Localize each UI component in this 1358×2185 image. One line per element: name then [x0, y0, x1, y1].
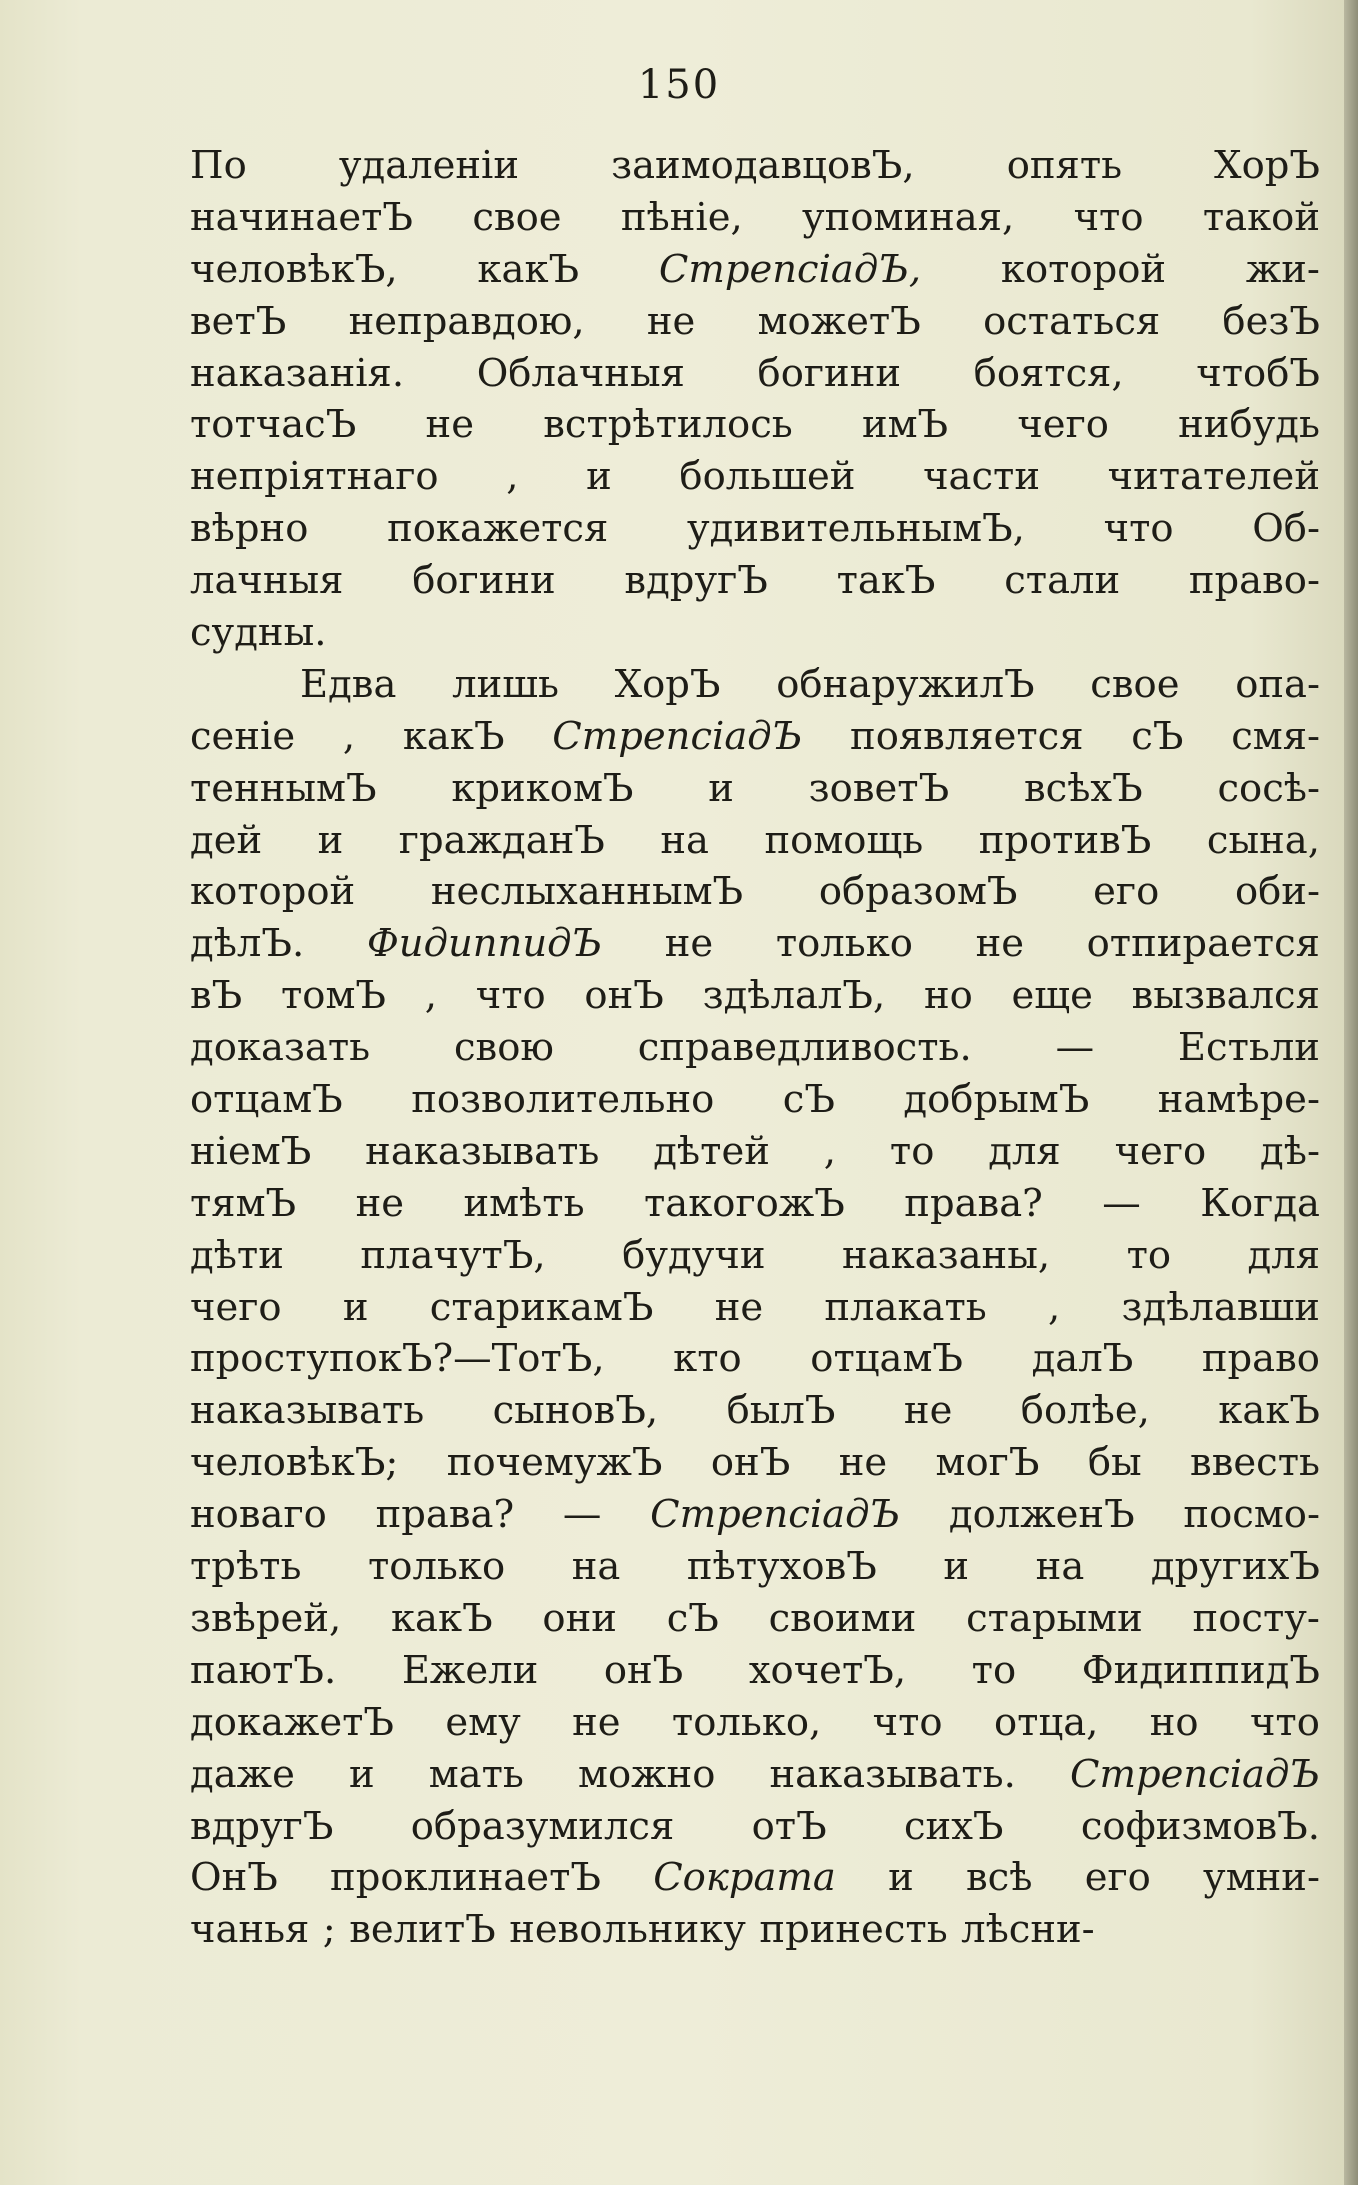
text-line — [190, 866, 1320, 918]
text-line — [190, 918, 1320, 970]
word: всѣ — [966, 1855, 1033, 1901]
word: богини — [757, 350, 902, 396]
word: По — [190, 143, 247, 188]
word: и — [708, 765, 734, 811]
word: не — [664, 921, 714, 967]
word: не — [838, 1440, 888, 1486]
word: его — [1084, 1855, 1151, 1901]
word: Едва — [300, 661, 397, 707]
word: новаго — [190, 1492, 327, 1538]
word: сихЪ — [903, 1803, 1004, 1849]
word: другихЪ — [1150, 1544, 1320, 1590]
word: трѣть — [190, 1544, 302, 1590]
text-line — [190, 1230, 1320, 1282]
word: жи- — [1245, 246, 1320, 292]
word: безЪ — [1222, 298, 1320, 344]
word: наказывать — [365, 1128, 600, 1174]
word: и — [943, 1544, 970, 1590]
word: невольнику — [509, 1907, 746, 1953]
word: права? — [375, 1492, 515, 1538]
word: имѣть — [463, 1180, 585, 1226]
word: отЪ — [751, 1803, 827, 1849]
word: чего — [1114, 1128, 1207, 1174]
text-line — [190, 1022, 1320, 1074]
word: добрымЪ — [903, 1077, 1090, 1123]
text-line — [190, 970, 1320, 1022]
word: начинаетЪ — [190, 194, 414, 240]
word: пѣніе, — [620, 194, 743, 240]
word: — — [1055, 1025, 1095, 1071]
word: чанья — [190, 1907, 310, 1953]
word: покажется — [387, 506, 609, 552]
word: свое — [472, 194, 562, 240]
word: что — [1073, 194, 1144, 240]
word: сосѣ- — [1217, 765, 1320, 811]
word: , — [342, 713, 356, 759]
word: упоминая, — [802, 194, 1015, 240]
word: бы — [1087, 1440, 1142, 1486]
word: СтрепсіадЪ, — [658, 246, 922, 292]
text-line — [190, 815, 1320, 867]
word: старыми — [966, 1595, 1143, 1641]
word: такой — [1202, 194, 1320, 240]
word: ФидиппидЪ — [366, 921, 603, 967]
word: они — [542, 1595, 617, 1641]
text-line — [190, 711, 1320, 763]
word: что — [1103, 506, 1174, 552]
text-line — [190, 607, 1320, 659]
word: вЪ — [190, 973, 243, 1019]
word: здѣлавши — [1121, 1284, 1320, 1330]
text-line — [190, 1749, 1320, 1801]
word: не — [646, 298, 696, 344]
word: удаленіи — [338, 143, 520, 188]
word: встрѣтилось — [543, 402, 793, 448]
word: не — [714, 1284, 764, 1330]
word: остаться — [983, 298, 1161, 344]
word: , — [424, 973, 437, 1019]
word: хочетЪ, — [748, 1647, 907, 1693]
word: вѣрно — [190, 506, 309, 552]
word: не — [355, 1180, 405, 1226]
word: софизмовЪ. — [1080, 1803, 1320, 1849]
text-line — [190, 555, 1320, 607]
word: Ежели — [401, 1647, 539, 1693]
word: части — [923, 454, 1040, 500]
word: дѣлЪ. — [190, 921, 305, 967]
word: лачныя — [190, 558, 344, 604]
word: умни- — [1203, 1855, 1320, 1901]
word: СтрепсіадЪ — [1069, 1751, 1320, 1797]
word: и — [586, 454, 612, 500]
word: отцамЪ — [810, 1336, 964, 1382]
word: мать — [428, 1751, 524, 1797]
word: посту- — [1192, 1595, 1320, 1641]
word: Облачныя — [476, 350, 685, 396]
word: ввесть — [1190, 1440, 1320, 1486]
word: удивительнымЪ, — [686, 506, 1025, 552]
word: обнаружилЪ — [776, 661, 1035, 707]
word: велитЪ — [349, 1907, 496, 1953]
word: можетЪ — [757, 298, 921, 344]
word: , — [823, 1128, 837, 1174]
text-line — [190, 1645, 1320, 1697]
word: наказывать. — [769, 1751, 1016, 1797]
word: посмо- — [1183, 1492, 1320, 1538]
word: то — [971, 1647, 1017, 1693]
word: отцамЪ — [190, 1077, 343, 1123]
word: не — [425, 402, 474, 448]
word: ему — [445, 1699, 521, 1745]
word: Об- — [1252, 506, 1320, 552]
word: не — [903, 1388, 953, 1434]
text-line — [190, 1801, 1320, 1853]
word: своими — [768, 1595, 917, 1641]
text-line — [190, 1852, 1320, 1904]
word: что — [1249, 1699, 1320, 1745]
word: принесть — [759, 1907, 948, 1953]
paragraph — [190, 140, 1320, 659]
word: ветЪ — [190, 298, 287, 344]
word: будучи — [622, 1232, 766, 1278]
word: судны. — [190, 610, 327, 656]
word: для — [988, 1128, 1061, 1174]
word: ХорЪ — [614, 661, 721, 707]
word: не — [572, 1699, 621, 1745]
word: такогожЪ — [643, 1180, 845, 1226]
word: на — [571, 1544, 621, 1590]
page-number: 150 — [637, 62, 721, 108]
word: право — [1201, 1336, 1320, 1382]
word: кто — [673, 1336, 742, 1382]
text-line — [190, 1126, 1320, 1178]
word: , — [506, 454, 519, 500]
word: чтобЪ — [1196, 350, 1320, 396]
word: только — [775, 921, 913, 967]
text-line — [190, 348, 1320, 400]
word: дѣ- — [1260, 1128, 1320, 1174]
word: теннымЪ — [190, 765, 377, 811]
word: сЪ — [1131, 713, 1184, 759]
word: могЪ — [935, 1440, 1040, 1486]
word: что — [475, 973, 546, 1019]
word: сына, — [1206, 817, 1320, 863]
word: онЪ — [584, 973, 664, 1019]
text-line — [190, 763, 1320, 815]
word: ФидиппидЪ — [1081, 1647, 1320, 1693]
word: долженЪ — [948, 1492, 1135, 1538]
body-text — [190, 140, 1320, 1956]
word: ХорЪ — [1214, 143, 1320, 188]
word: справедливость. — [637, 1025, 972, 1071]
word: свое — [1090, 661, 1180, 707]
word: дей — [190, 817, 263, 863]
text-line — [190, 1697, 1320, 1749]
word: человѣкЪ, — [190, 246, 398, 292]
word: былЪ — [726, 1388, 836, 1434]
word: — — [562, 1492, 602, 1538]
word: какЪ — [390, 1595, 493, 1641]
word: даже — [190, 1751, 295, 1797]
word: СтрепсіадЪ — [650, 1492, 901, 1538]
word: то — [1126, 1232, 1172, 1278]
word: вдругЪ — [190, 1803, 334, 1849]
word: человѣкЪ; — [190, 1440, 399, 1486]
word: стали — [1004, 558, 1121, 604]
word: опять — [1006, 143, 1123, 188]
word: не — [975, 921, 1025, 967]
text-line — [190, 1282, 1320, 1334]
word: образумился — [410, 1803, 675, 1849]
word: доказать — [190, 1025, 371, 1071]
word: заимодавцовЪ, — [611, 143, 915, 188]
word: можно — [578, 1751, 716, 1797]
word: лишь — [452, 661, 560, 707]
word: , — [1048, 1284, 1061, 1330]
word: ніемЪ — [190, 1128, 312, 1174]
word: отца, — [993, 1699, 1099, 1745]
word: то — [889, 1128, 935, 1174]
word: звѣрей, — [190, 1595, 342, 1641]
word: Естьли — [1177, 1025, 1320, 1071]
word: проступокЪ?—ТотЪ, — [190, 1336, 605, 1382]
word: боятся, — [973, 350, 1124, 396]
word: дѣти — [190, 1232, 284, 1278]
word: какЪ — [477, 246, 580, 292]
word: — — [1102, 1180, 1141, 1226]
text-line — [190, 1437, 1320, 1489]
word: старикамЪ — [429, 1284, 654, 1330]
word: СтрепсіадЪ — [552, 713, 803, 759]
word: далЪ — [1031, 1336, 1134, 1382]
text-line — [190, 1541, 1320, 1593]
word: вызвался — [1131, 973, 1320, 1019]
word: и — [317, 817, 344, 863]
text-line — [190, 1385, 1320, 1437]
word: сыновЪ, — [492, 1388, 659, 1434]
word: позволительно — [411, 1077, 715, 1123]
word: противЪ — [978, 817, 1152, 863]
word: ; — [322, 1907, 336, 1953]
word: богини — [412, 558, 556, 604]
word: но — [1149, 1699, 1199, 1745]
text-line — [190, 1074, 1320, 1126]
word: что — [872, 1699, 943, 1745]
word: нибудь — [1178, 402, 1320, 448]
word: наказаны, — [841, 1232, 1051, 1278]
word: докажетЪ — [190, 1699, 394, 1745]
page-edge — [1344, 0, 1358, 2185]
word: Когда — [1200, 1180, 1320, 1226]
word: и — [342, 1284, 369, 1330]
word: его — [1093, 869, 1160, 915]
word: только, — [671, 1699, 822, 1745]
word: чего — [190, 1284, 282, 1330]
word: появляется — [850, 713, 1084, 759]
text-line — [190, 1593, 1320, 1645]
paragraph — [190, 659, 1320, 1956]
text-line — [190, 503, 1320, 555]
word: помощь — [764, 817, 924, 863]
word: которой — [190, 869, 356, 915]
word: болѣе, — [1020, 1388, 1150, 1434]
word: какЪ — [1218, 1388, 1320, 1434]
word: онЪ — [710, 1440, 791, 1486]
word: почемужЪ — [446, 1440, 663, 1486]
word: наказывать — [190, 1388, 425, 1434]
word: вдругЪ — [624, 558, 768, 604]
word: но — [923, 973, 973, 1019]
word: лѣсни- — [961, 1907, 1095, 1953]
word: право- — [1188, 558, 1320, 604]
word: образомЪ — [818, 869, 1018, 915]
word: зоветЪ — [808, 765, 950, 811]
word: плакать — [824, 1284, 987, 1330]
word: онЪ — [603, 1647, 684, 1693]
word: на — [1035, 1544, 1085, 1590]
word: свою — [453, 1025, 554, 1071]
word: для — [1247, 1232, 1320, 1278]
text-line — [190, 140, 1320, 192]
word: оби- — [1234, 869, 1320, 915]
word: здѣлалЪ, — [702, 973, 886, 1019]
word: неслыханнымЪ — [430, 869, 744, 915]
word: тотчасЪ — [190, 402, 357, 448]
word: проклинаетЪ — [330, 1855, 601, 1901]
word: гражданЪ — [398, 817, 605, 863]
word: права? — [904, 1180, 1043, 1226]
word: дѣтей — [653, 1128, 770, 1174]
word: тямЪ — [190, 1180, 297, 1226]
word: наказанія. — [190, 350, 405, 396]
word: еще — [1011, 973, 1093, 1019]
text-line — [190, 1333, 1320, 1385]
text-line — [190, 1178, 1320, 1230]
word: сеніе — [190, 713, 296, 759]
word: и — [888, 1855, 914, 1901]
word: пѣтуховЪ — [686, 1544, 877, 1590]
word: какЪ — [402, 713, 505, 759]
word: большей — [679, 454, 856, 500]
word: читателей — [1107, 454, 1320, 500]
word: ОнЪ — [190, 1855, 278, 1901]
word: сЪ — [782, 1077, 835, 1123]
word: которой — [1000, 246, 1167, 292]
word: сЪ — [666, 1595, 719, 1641]
word: неправдою, — [348, 298, 585, 344]
word: непріятнаго — [190, 454, 439, 500]
text-line — [190, 1489, 1320, 1541]
word: намѣре- — [1157, 1077, 1320, 1123]
word: паютЪ. — [190, 1647, 337, 1693]
text-line — [190, 399, 1320, 451]
text-line — [190, 244, 1320, 296]
word: отпирается — [1086, 921, 1320, 967]
word: такЪ — [836, 558, 936, 604]
word: всѣхЪ — [1023, 765, 1143, 811]
text-line — [190, 1904, 1320, 1956]
text-line — [190, 192, 1320, 244]
word: чего — [1017, 402, 1109, 448]
word: только — [367, 1544, 506, 1590]
word: Сократа — [653, 1855, 836, 1901]
word: и — [348, 1751, 375, 1797]
word: на — [660, 817, 709, 863]
text-line — [190, 451, 1320, 503]
word: крикомЪ — [451, 765, 634, 811]
word: плачутЪ, — [360, 1232, 546, 1278]
word: опа- — [1235, 661, 1320, 707]
word: имЪ — [861, 402, 949, 448]
text-line — [190, 659, 1320, 711]
word: смя- — [1231, 713, 1320, 759]
word: томЪ — [281, 973, 387, 1019]
text-line — [190, 296, 1320, 348]
